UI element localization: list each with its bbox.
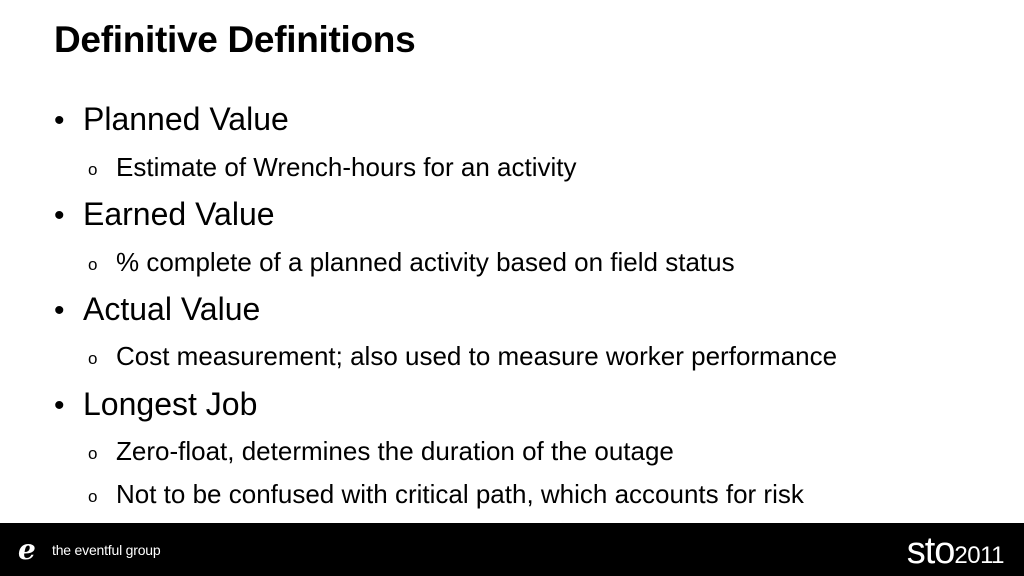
sub-bullet-icon: o <box>88 160 98 179</box>
footer-bar <box>0 523 1024 576</box>
slide-title: Definitive Definitions <box>54 19 416 60</box>
bullet-icon: • <box>54 389 65 422</box>
bullet-item <box>54 386 257 424</box>
bullet-label: Earned Value <box>83 196 275 232</box>
sub-bullet-item <box>88 247 735 281</box>
brand-year: 2011 <box>954 542 1004 569</box>
bullet-label: Longest Job <box>83 386 258 422</box>
sub-bullet-text: Not to be confused with critical path, which accounts for risk <box>116 479 804 509</box>
sub-bullet-icon: o <box>88 349 98 368</box>
bullet-icon: • <box>54 199 65 232</box>
sub-bullet-icon: o <box>88 255 98 274</box>
sub-bullet-text: Estimate of Wrench-hours for an activity <box>116 152 577 182</box>
sub-bullet-text: Zero-float, determines the duration of the outage <box>116 436 674 466</box>
sub-bullet-item <box>88 341 837 375</box>
bullet-icon: • <box>54 294 65 327</box>
bullet-item <box>54 291 260 329</box>
sub-bullet-icon: o <box>88 487 98 506</box>
sub-bullet-item <box>88 436 674 470</box>
sub-bullet-text: Cost measurement; also used to measure worker performance <box>116 341 838 371</box>
sub-bullet-text: % complete of a planned activity based on field status <box>116 247 735 277</box>
bullet-item <box>54 101 289 139</box>
bullet-item <box>54 196 275 234</box>
eventful-e-icon: e <box>18 533 36 566</box>
logo-text: the eventful group <box>52 542 161 558</box>
bullet-label: Planned Value <box>83 101 289 137</box>
bullet-icon: • <box>54 104 65 137</box>
eventful-group-logo <box>18 533 161 566</box>
sub-bullet-item <box>88 152 576 186</box>
sub-bullet-item <box>88 479 804 513</box>
bullet-label: Actual Value <box>83 291 261 327</box>
sto-2011-logo <box>907 529 1004 573</box>
sub-bullet-icon: o <box>88 444 98 463</box>
brand-name: sto <box>906 530 955 572</box>
